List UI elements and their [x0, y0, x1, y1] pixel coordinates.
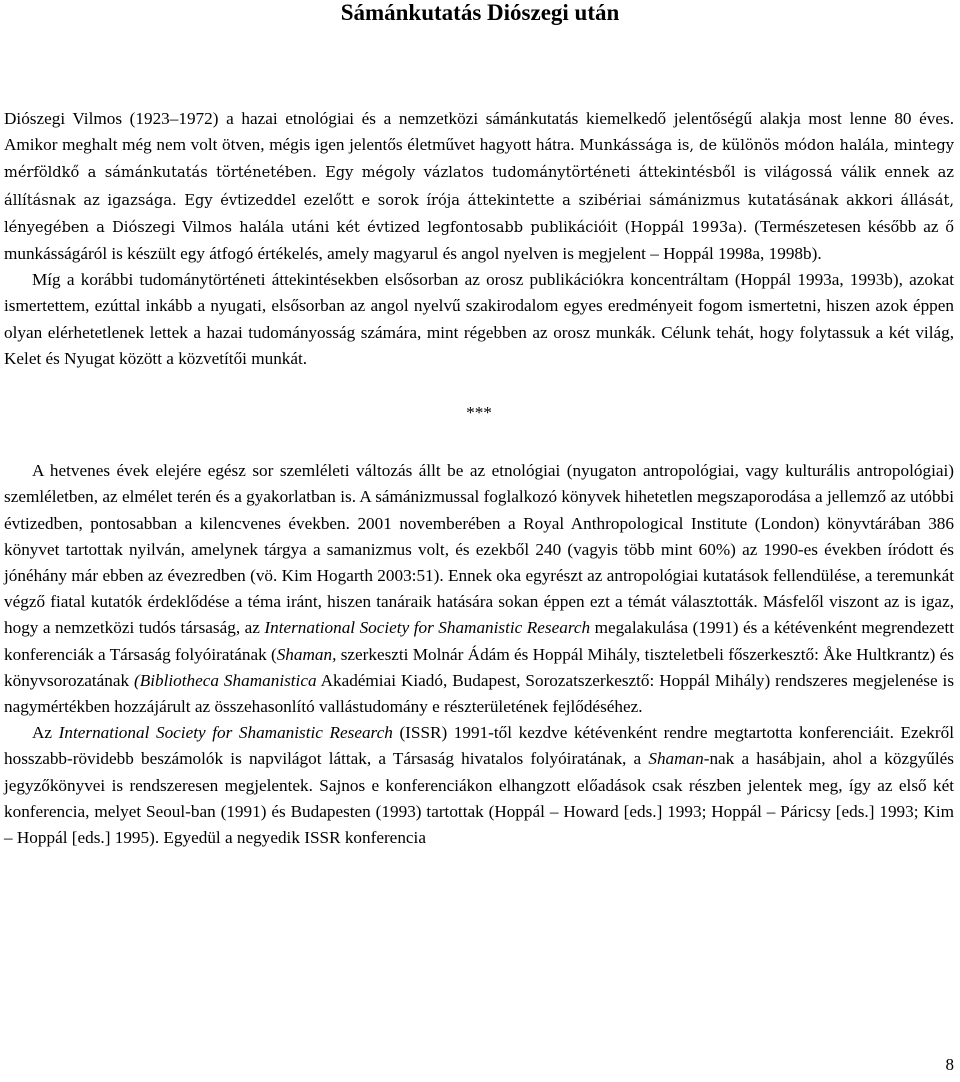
p3-text-b: megalakulása (1991) és a kétévenként megrendezett konferenciák a Társaság folyóiratának ( [4, 618, 954, 664]
p4-text-b: (ISSR) 1991-től kezdve kétévenként rendre megtartotta konferenciáit. Ezekről hosszabb-rövidebb beszámolók is napvilágot láttak, a Társaság hivatalos folyóiratának, a [4, 723, 954, 769]
paragraph-4 [4, 720, 954, 851]
intro-sentence-1: Diószegi Vilmos (1923–1972) a hazai etnológiai és a nemzetközi sámánkutatás kiemelkedő jelentőségű alakja most lenne 80 éves. Amikor meghalt még nem volt ötven, mégis igen jelentős életművet hagyott hátra. [4, 109, 954, 155]
p3-text-d: Akadémiai Kiadó, Budapest, Sorozatszerkesztő: Hoppál Mihály) rendszeres megjelenése is nagymértékben hozzájárult az összehasonlító vallástudomány e részterületének fejlődéséhez. [4, 670, 955, 717]
p4-text-a: Az [32, 723, 59, 743]
section-separator: *** [466, 403, 492, 423]
p3-journal-name: Shaman, [276, 644, 337, 664]
p4-society-name: International Society for Shamanistic Research [58, 723, 393, 743]
document-body [4, 106, 954, 851]
p3-text-c: szerkeszti Molnár Ádám és Hoppál Mihály, tiszteletbeli főszerkesztő: Åke Hultkrantz) és könyvsorozatának [4, 644, 954, 690]
paragraph-3 [4, 458, 954, 720]
intro-sentence-2: Munkássága is, de különös módon halála, mintegy mérföldkő a sámánkutatás történetében. Egy mégoly vázlatos tudománytörténeti áttekintésből is világossá válik ennek az állításnak az igazsága. Egy évtizeddel ezelőtt e sorok írója áttekintette a szibériai sámánizmus kutatásának akkori állását, lényegében a Diószegi Vilmos halála utáni két évtized legfontosabb publikációit (Hoppál 1993a). [4, 137, 955, 236]
p4-text-c: -nak a hasábjain, ahol a közgyűlés jegyzőkönyvei is rendszeresen megjelentek. Sajnos e konferenciákon elhangzott előadások csak részben jelentek meg, így az első két konferencia, melyet Seoul-ban (1991) és Budapesten (1993) tartottak (Hoppál – Howard [eds.] 1993; Hoppál – Páricsy [eds.] 1993; Kim – Hoppál [eds.] 1995). Egyedül a negyedik ISSR konferencia [4, 749, 954, 848]
paragraph-2: Míg a korábbi tudománytörténeti áttekintésekben elsősorban az orosz publikációkra koncentráltam (Hoppál 1993a, 1993b), azokat ismertettem, ezúttal inkább a nyugati, elsősorban az angol nyelvű szakirodalom egyes eredményeit fogom ismertetni, hiszen azok éppen olyan elérhetetlenek lettek a hazai tudományosság számára, mint régebben az orosz munkák. Célunk tehát, hogy folytassuk a két világ, Kelet és Nyugat között a közvetítői munkát. [4, 270, 954, 368]
p3-series-name: (Bibliotheca Shamanistica [134, 670, 317, 690]
p4-journal-name: Shaman [648, 749, 704, 769]
page-number: 8 [945, 1055, 954, 1074]
p3-text-a: A hetvenes évek elejére egész sor szemléleti változás állt be az etnológiai (nyugaton antropológiai, vagy kulturális antropológiai) szemléletben, az elmélet terén és a gyakorlatban is. A sámánizmussal foglalkozó könyvek hihetetlen megszaporodása a jellemző az utóbbi évtizedben, pontosabban a kilencvenes években. 2001 novemberében a Royal Anthropological Institute (London) könyvtárában 386 könyvet tartottak nyilván, amelynek tárgya a samanizmus volt, és ezekből 240 (vagyis több mint 60%) az 1990-es években íródott és jónéhány már ebben az évezredben (vö. Kim Hogarth 2003:51). Ennek oka egyrészt az antropológiai kutatások fellendülése, a teremunkát végző fiatal kutatók érdeklődése a téma iránt, hiszen tanáraik hatására sokan éppen ezt a témát választották. Másfelől viszont az is igaz, hogy a nemzetközi tudós társaság, az [4, 461, 954, 638]
intro-sentence-3: (Természetesen később az ő munkásságáról is készült egy átfogó értékelés, amely magyarul és angol nyelven is megjelent – Hoppál 1998a, 1998b). [4, 216, 954, 264]
p3-society-name: International Society for Shamanistic Research [264, 618, 591, 638]
page-title: Sámánkutatás Diószegi után [340, 0, 620, 25]
paragraph-intro [4, 106, 954, 267]
